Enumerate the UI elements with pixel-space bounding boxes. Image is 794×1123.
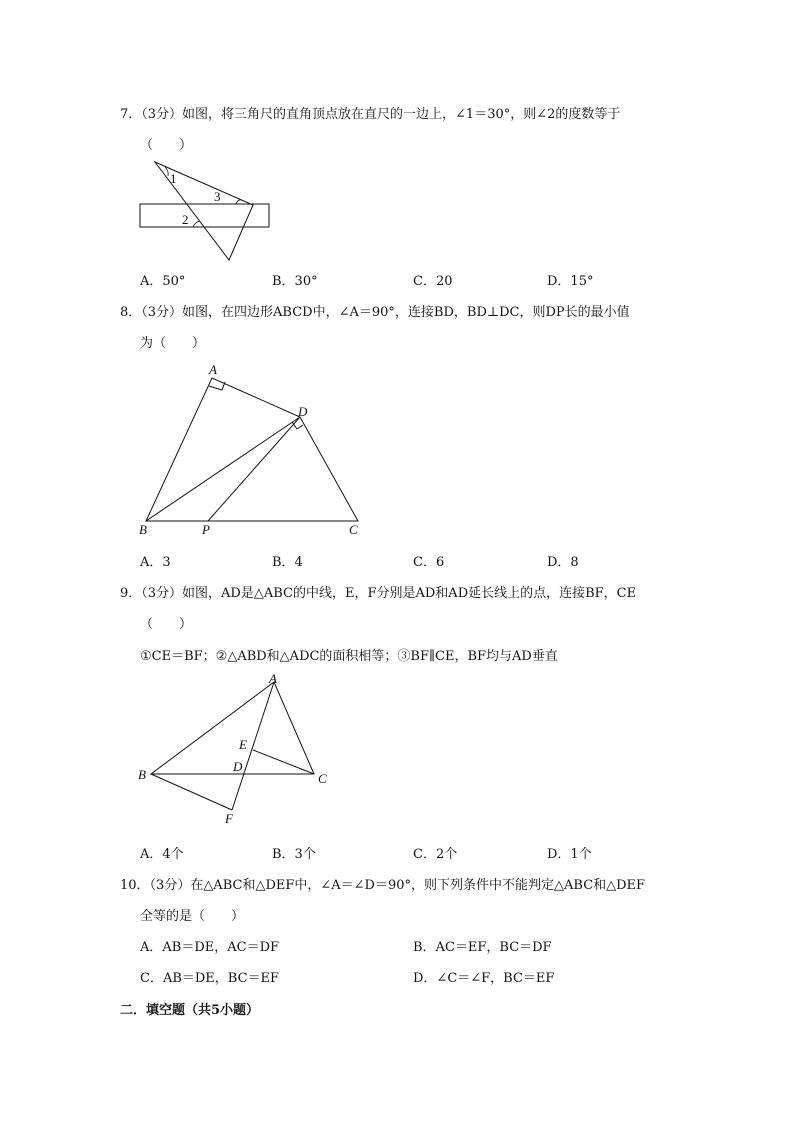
q7-figure xyxy=(138,158,278,268)
label-d: D xyxy=(298,404,308,419)
q10-option-c: C．AB＝DE，BC＝EF xyxy=(140,971,280,986)
q10-stem-line1: 10．（3分）在△ABC和△DEF中，∠A＝∠D＝90°，则下列条件中不能判定△ABC和△DEF xyxy=(120,878,646,893)
q8-stem-line2: 为（ ） xyxy=(140,336,206,351)
angle2-arc xyxy=(193,221,200,227)
label-e: E xyxy=(239,737,247,752)
label-b: B xyxy=(139,522,147,537)
q8-option-c: C．6 xyxy=(413,555,445,570)
q8-option-b: B．4 xyxy=(272,555,303,570)
right-angle-d xyxy=(292,422,303,429)
segment-dp xyxy=(208,417,300,521)
q9-option-c: C．2个 xyxy=(413,847,458,862)
q10-option-b: B．AC＝EF，BC＝DF xyxy=(413,940,552,955)
q7-stem-line2: （ ） xyxy=(140,138,193,153)
q9-statements: ①CE＝BF；②△ABD和△ADC的面积相等；③BF∥CE，BF均与AD垂直 xyxy=(140,649,558,664)
segment-bf xyxy=(151,774,232,810)
angle3-label: 3 xyxy=(214,189,221,204)
q7-option-b: B．30° xyxy=(272,274,318,289)
q7-option-c: C．20 xyxy=(413,274,453,289)
q9-option-b: B．3个 xyxy=(272,847,316,862)
label-a: A xyxy=(269,671,277,686)
angle1-label: 1 xyxy=(170,171,177,186)
label-p: P xyxy=(202,522,210,537)
angle2-label: 2 xyxy=(182,212,189,227)
label-a: A xyxy=(209,362,217,377)
q8-stem-line1: 8．（3分）如图，在四边形ABCD中，∠A＝90°，连接BD，BD⊥DC，则DP长的最小值 xyxy=(120,305,630,320)
q8-figure xyxy=(134,362,374,542)
q7-option-d: D．15° xyxy=(547,274,594,289)
ruler xyxy=(140,204,269,227)
label-c: C xyxy=(349,522,358,537)
q9-stem-line2: （ ） xyxy=(140,617,193,632)
q8-option-a: A．3 xyxy=(140,555,171,570)
q10-option-d: D．∠C＝∠F，BC＝EF xyxy=(413,971,555,986)
q10-option-a: A．AB＝DE，AC＝DF xyxy=(140,940,280,955)
q10-stem-line2: 全等的是（ ） xyxy=(140,909,245,924)
q9-figure xyxy=(134,670,334,830)
q7-option-a: A．50° xyxy=(140,274,186,289)
q9-option-a: A．4个 xyxy=(140,847,184,862)
q7-stem-line1: 7．（3分）如图，将三角尺的直角顶点放在直尺的一边上，∠1＝30°，则∠2的度数等于 xyxy=(120,107,621,122)
label-c: C xyxy=(318,771,327,786)
q9-stem-line1: 9．（3分）如图，AD是△ABC的中线，E，F分别是AD和AD延长线上的点，连接BF，CE xyxy=(120,586,637,601)
segment-bd xyxy=(146,417,300,521)
angle3-arc xyxy=(236,200,242,204)
label-d: D xyxy=(233,759,243,774)
label-f: F xyxy=(225,811,233,826)
angle1-arc xyxy=(165,167,168,176)
q8-option-d: D．8 xyxy=(547,555,579,570)
q9-option-d: D．1个 xyxy=(547,847,592,862)
label-b: B xyxy=(138,767,146,782)
section2-title: 二．填空题（共5小题） xyxy=(120,1003,260,1018)
